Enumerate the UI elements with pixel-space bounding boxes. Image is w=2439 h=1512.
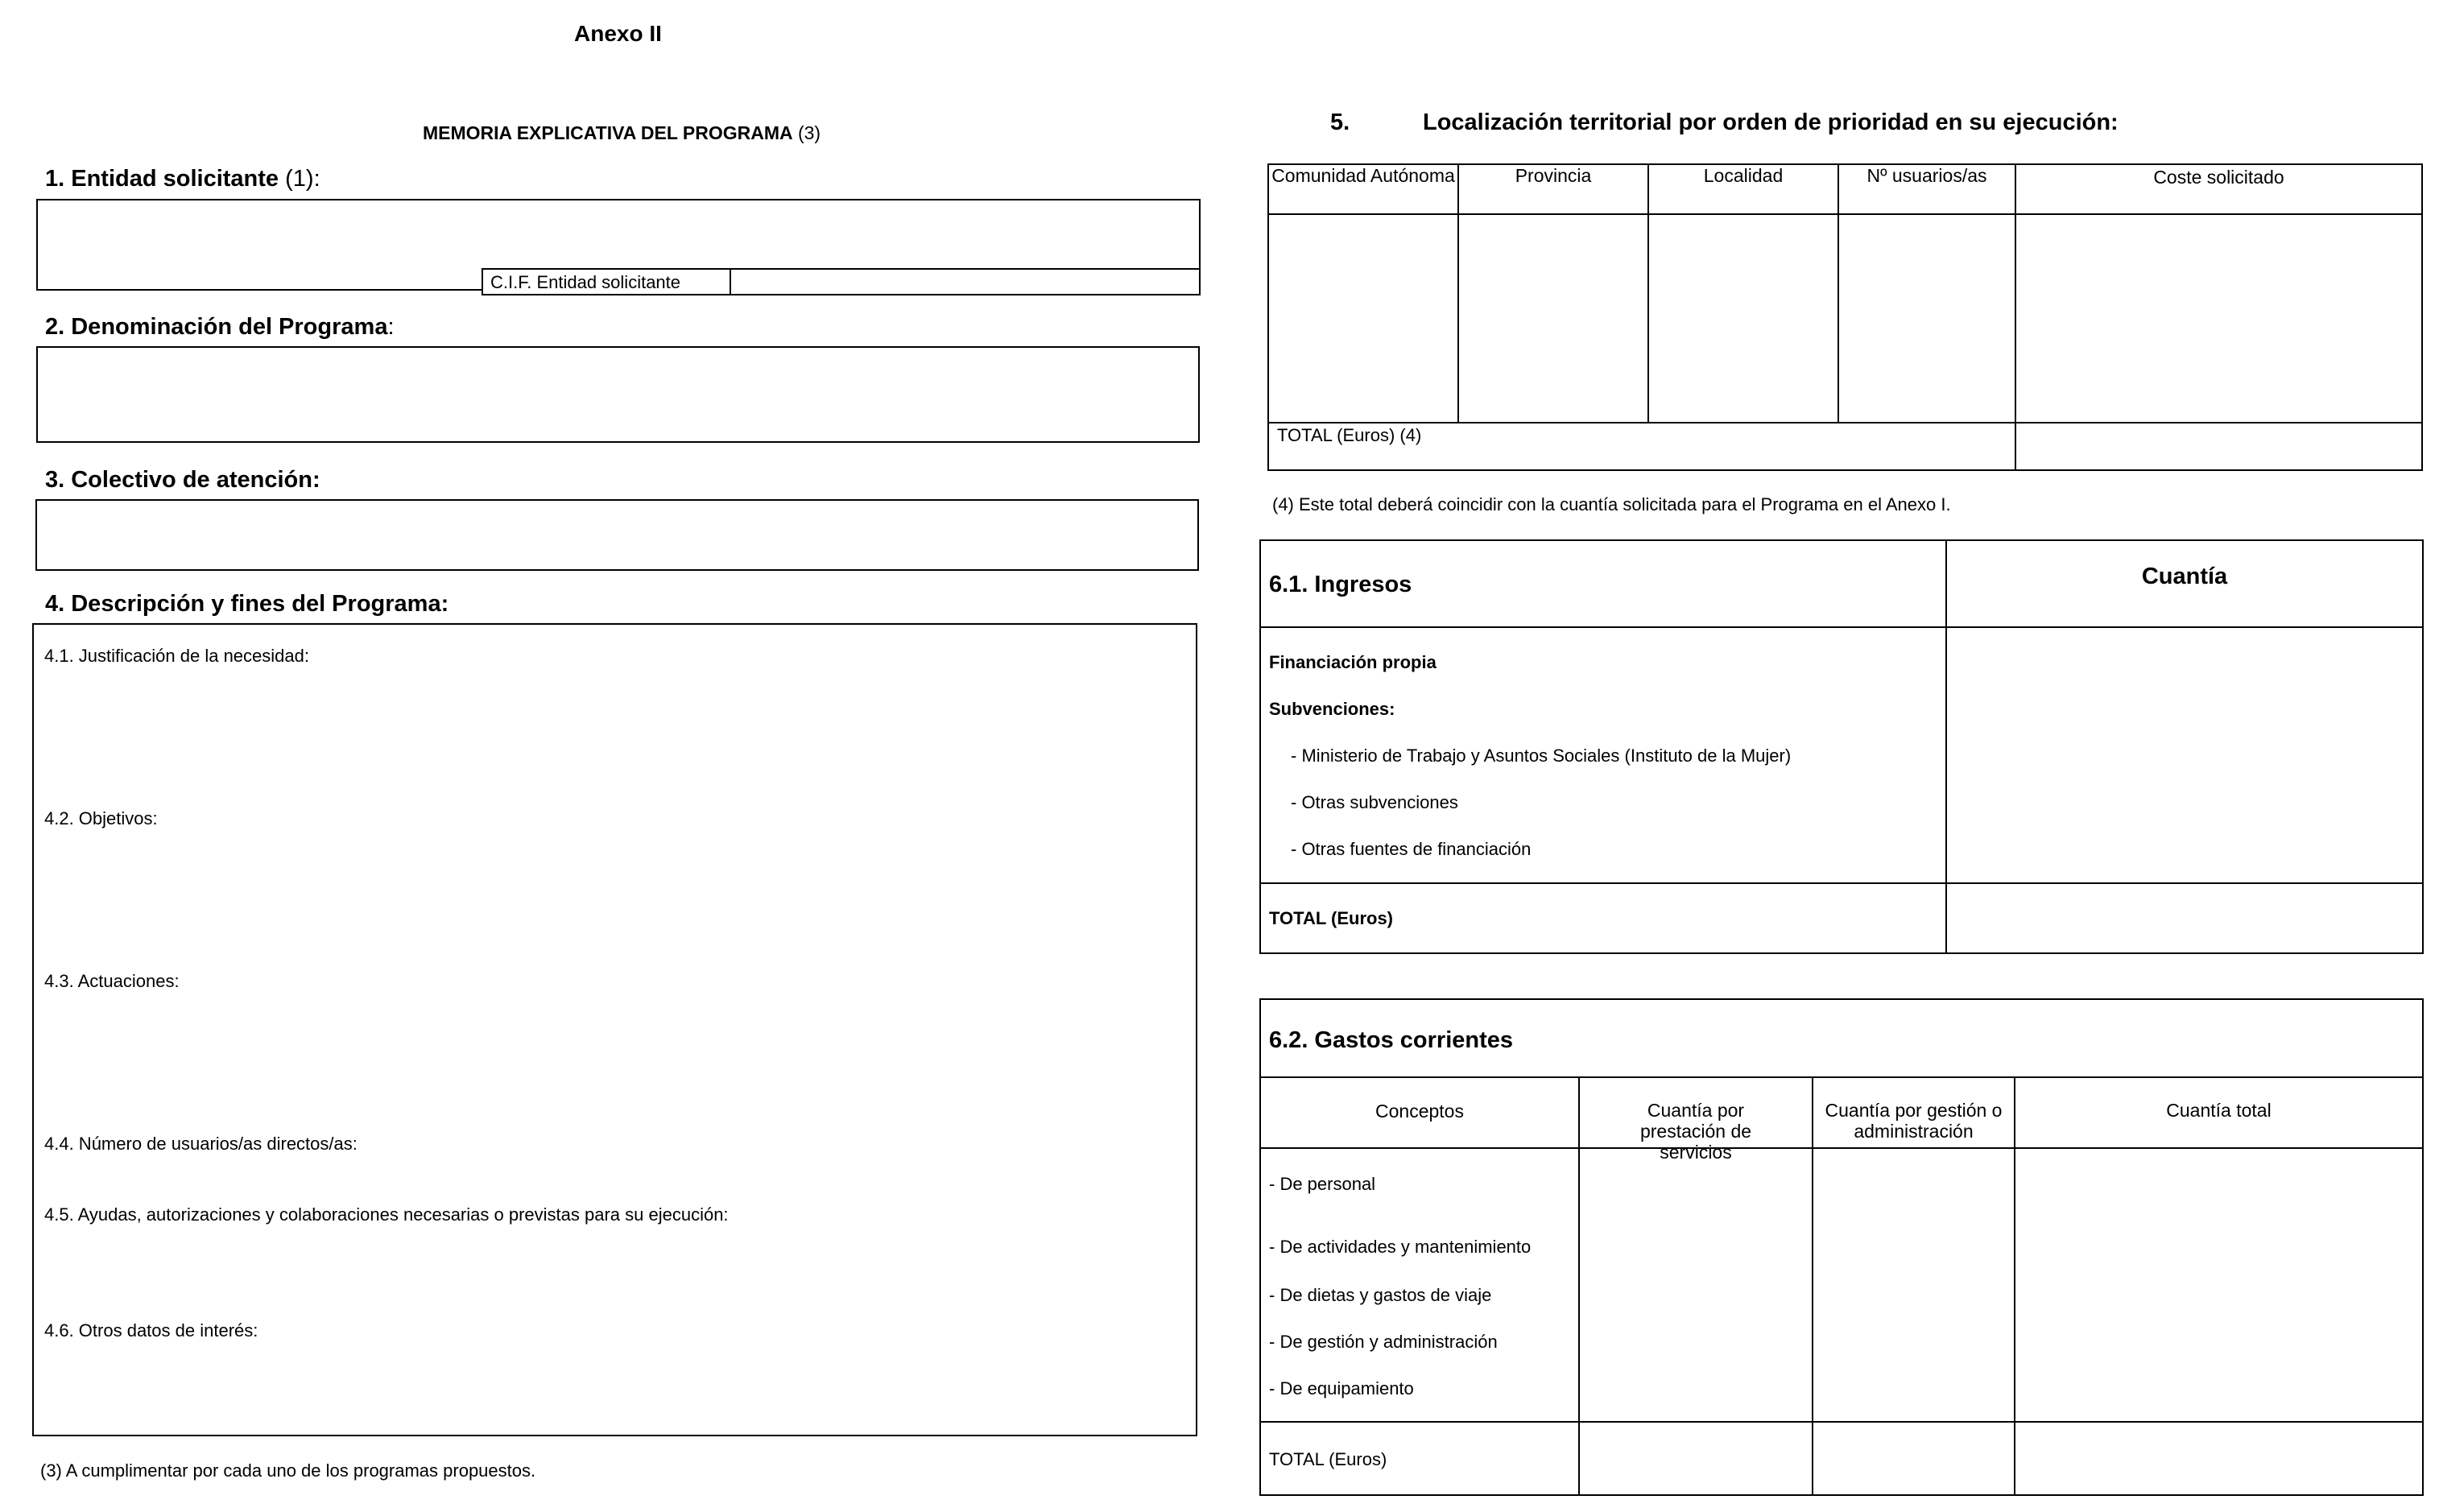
gasto-gestion: - De gestión y administración (1269, 1332, 1498, 1352)
gasto-actividades: - De actividades y mantenimiento (1269, 1237, 1532, 1257)
section-4-title: 4. Descripción y fines del Programa: (45, 591, 449, 617)
section-1-note: (1): (285, 166, 320, 192)
col-usuarios: Nº usuarios/as (1866, 165, 1987, 186)
item-4-4: 4.4. Número de usuarios/as directos/as: (44, 1134, 358, 1154)
memoria-title-text: MEMORIA EXPLICATIVA DEL PROGRAMA (423, 122, 793, 143)
item-4-3: 4.3. Actuaciones: (44, 971, 180, 991)
total-label-5: TOTAL (Euros) (4) (1277, 425, 1422, 445)
gasto-dietas: - De dietas y gastos de viaje (1269, 1285, 1492, 1305)
gastos-title: 6.2. Gastos corrientes (1269, 1027, 1514, 1053)
section-5-number: 5. (1330, 109, 1350, 135)
gasto-equipamiento: - De equipamiento (1269, 1378, 1414, 1398)
item-4-6: 4.6. Otros datos de interés: (44, 1320, 258, 1341)
col-total: Cuantía total (2166, 1100, 2272, 1121)
section-3-title: 3. Colectivo de atención: (45, 467, 320, 493)
localizacion-table (1267, 163, 2423, 471)
col-gestion: Cuantía por gestión o administración (1825, 1100, 2003, 1142)
section-2-title-text: 2. Denominación del Programa (45, 314, 388, 340)
col-localidad: Localidad (1703, 165, 1784, 186)
annex-title: Anexo II (574, 21, 662, 46)
item-4-1: 4.1. Justificación de la necesidad: (44, 646, 309, 666)
gastos-total-label: TOTAL (Euros) (1269, 1449, 1387, 1469)
col-coste: Coste solicitado (2153, 167, 2284, 188)
section-1-title (45, 166, 320, 192)
denominacion-field[interactable] (36, 346, 1200, 443)
cuantia-header: Cuantía (2141, 564, 2228, 589)
section-5-title: Localización territorial por orden de prioridad en su ejecución: (1423, 109, 2119, 135)
footnote-3: (3) A cumplimentar por cada uno de los programas propuestos. (40, 1460, 536, 1481)
col-conceptos: Conceptos (1375, 1101, 1464, 1122)
subvenciones-label: Subvenciones: (1269, 699, 1395, 719)
cif-field[interactable] (730, 268, 1201, 295)
cif-label: C.I.F. Entidad solicitante (490, 272, 681, 292)
section-1-title-text: 1. Entidad solicitante (45, 166, 279, 192)
ingresos-table (1259, 539, 2424, 954)
descripcion-box[interactable] (32, 623, 1197, 1436)
item-4-5: 4.5. Ayudas, autorizaciones y colaboraciones necesarias o previstas para su ejecución: (44, 1204, 729, 1225)
footnote-4: (4) Este total deberá coincidir con la cuantía solicitada para el Programa en el Anexo I. (1272, 494, 1951, 514)
financiacion-propia: Financiación propia (1269, 652, 1437, 672)
subv-otras: - Otras subvenciones (1291, 792, 1458, 812)
memoria-title (423, 122, 821, 144)
colectivo-field[interactable] (35, 499, 1199, 571)
subv-ministerio: - Ministerio de Trabajo y Asuntos Sociales (Instituto de la Mujer) (1291, 746, 1792, 766)
ingresos-title: 6.1. Ingresos (1269, 572, 1412, 597)
gasto-personal: - De personal (1269, 1174, 1376, 1194)
col-provincia: Provincia (1515, 165, 1592, 186)
col-comunidad: Comunidad Autónoma (1271, 165, 1455, 186)
gastos-table (1259, 998, 2424, 1496)
item-4-2: 4.2. Objetivos: (44, 808, 158, 828)
cif-label-cell (482, 268, 731, 295)
col-prestacion: Cuantía por prestación de servicios (1639, 1100, 1752, 1163)
section-2-colon: : (387, 314, 395, 340)
subv-otras-fuentes: - Otras fuentes de financiación (1291, 839, 1532, 859)
memoria-note: (3) (797, 122, 821, 143)
section-2-title (45, 314, 395, 341)
ingresos-total-label: TOTAL (Euros) (1269, 908, 1393, 928)
